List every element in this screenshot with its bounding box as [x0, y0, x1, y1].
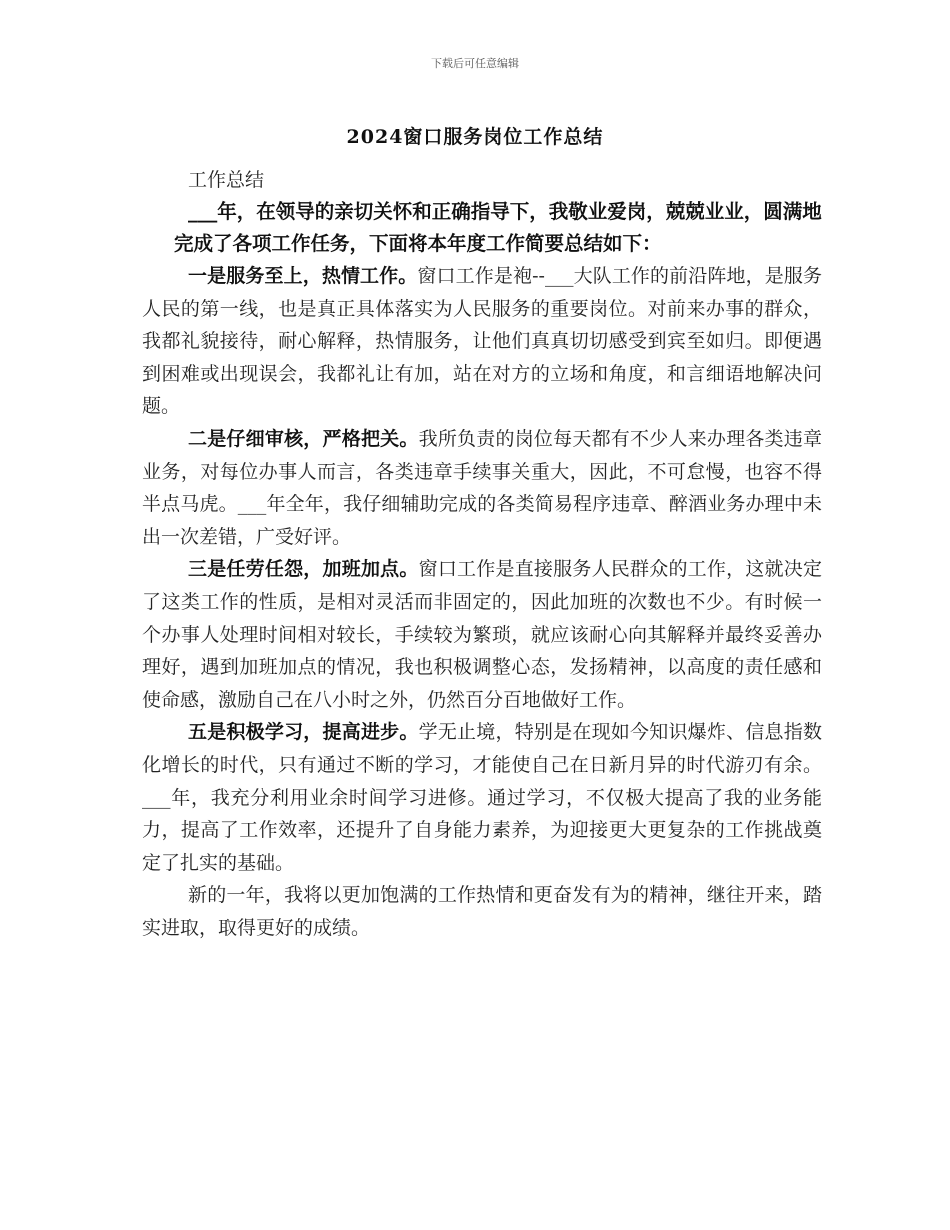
section-paragraph-4 [142, 716, 822, 879]
section-text: 学无止境，特别是在现如今知识爆炸、信息指数化增长的时代，只有通过不断的学习，才能使自己在日新月异的时代游刃有余。___年，我充分利用业余时间学习进修。通过学习，不仅极大提高了我的业务能力，提高了工作效率，还提升了自身能力素养，为迎接更大更复杂的工作挑战奠定了扎实的基础。 [142, 721, 822, 874]
section-paragraph-1 [142, 260, 822, 423]
header-note: 下载后可任意编辑 [431, 57, 519, 70]
section-text: 窗口工作是袍--___大队工作的前沿阵地，是服务人民的第一线，也是真正具体落实为人民服务的重要岗位。对前来办事的群众，我都礼貌接待，耐心解释，热情服务，让他们真真切切感受到宾至如归。即便遇到困难或出现误会，我都礼让有加，站在对方的立场和角度，和言细语地解决问题。 [142, 265, 822, 418]
section-lead: 三是任劳任怨，加班加点。 [188, 558, 419, 581]
summary-label: 工作总结 [188, 169, 265, 191]
section-lead: 二是仔细审核，严格把关。 [188, 427, 419, 450]
section-text: 我所负责的岗位每天都有不少人来办理各类违章业务，对每位办事人而言，各类违章手续事关重大，因此，不可怠慢，也容不得半点马虎。___年全年，我仔细辅助完成的各类简易程序违章、醉酒业务办理中未出一次差错，广受好评。 [142, 427, 822, 548]
section-lead: 一是服务至上，热情工作。 [188, 265, 418, 287]
section-paragraph-3 [142, 553, 822, 716]
closing-paragraph: 新的一年，我将以更加饱满的工作热情和更奋发有为的精神，继往开来，踏实进取，取得更好的成绩。 [142, 884, 822, 939]
document-title: 2024窗口服务岗位工作总结 [346, 126, 604, 148]
section-text: 窗口工作是直接服务人民群众的工作，这就决定了这类工作的性质，是相对灵活而非固定的，因此加班的次数也不少。有时候一个办事人处理时间相对较长，手续较为繁琐，就应该耐心向其解释并最终妥善办理好，遇到加班加点的情况，我也积极调整心态，发扬精神，以高度的责任感和使命感，激励自己在八小时之外，仍然百分百地做好工作。 [142, 558, 822, 711]
intro-paragraph: ___年，在领导的亲切关怀和正确指导下，我敬业爱岗，兢兢业业，圆满地完成了各项工作任务，下面将本年度工作简要总结如下： [174, 200, 822, 255]
section-lead: 五是积极学习，提高进步。 [188, 721, 419, 744]
section-paragraph-2 [142, 423, 822, 553]
document-body [142, 164, 822, 944]
